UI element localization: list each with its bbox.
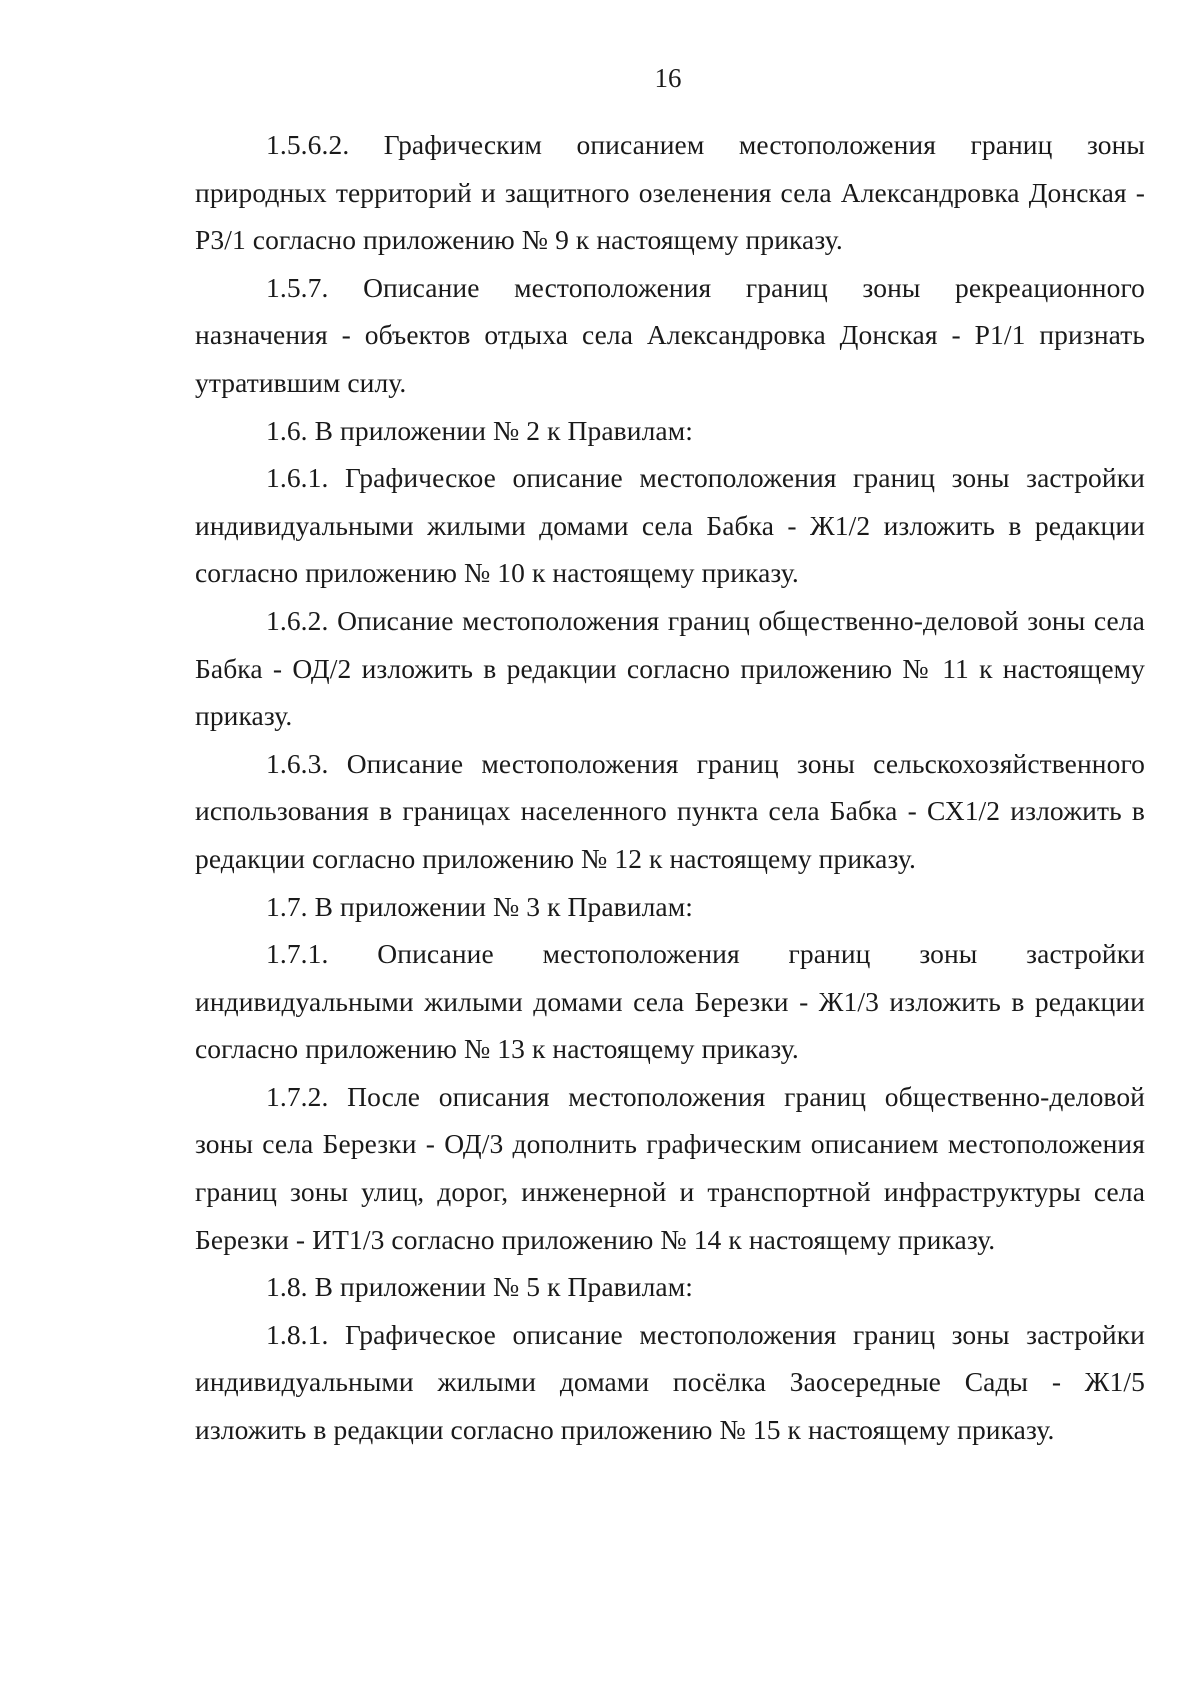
paragraph-1-6-2: 1.6.2. Описание местоположения границ общественно-деловой зоны села Бабка - ОД/2 изложить в редакции согласно приложению № 11 к настоящему приказу. bbox=[195, 604, 1145, 732]
paragraph-1-5-6-2: 1.5.6.2. Графическим описанием местоположения границ зоны природных территорий и защитного озеленения села Александровка Донская - Р3/1 согласно приложению № 9 к настоящему приказу. bbox=[195, 129, 1145, 256]
paragraph-1-7-1: 1.7.1. Описание местоположения границ зоны застройки индивидуальными жилыми домами села Березки - Ж1/3 изложить в редакции согласно приложению № 13 к настоящему приказу. bbox=[195, 938, 1145, 1065]
paragraph-1-8-1: 1.8.1. Графическое описание местоположения границ зоны застройки индивидуальными жилыми домами посёлка Заосередные Сады - Ж1/5 изложить в редакции согласно приложению № 15 к настоящему приказу. bbox=[195, 1318, 1145, 1446]
paragraph-1-8: 1.8. В приложении № 5 к Правилам: bbox=[266, 1271, 693, 1303]
page-number: 16 bbox=[654, 63, 682, 93]
paragraph-1-6-3: 1.6.3. Описание местоположения границ зоны сельскохозяйственного использования в границах населенного пункта села Бабка - СХ1/2 изложить в редакции согласно приложению № 12 к настоящему приказу. bbox=[195, 747, 1145, 874]
paragraph-1-5-7: 1.5.7. Описание местоположения границ зоны рекреационного назначения - объектов отдыха села Александровка Донская - Р1/1 признать утратившим силу. bbox=[195, 271, 1145, 398]
paragraph-1-6: 1.6. В приложении № 2 к Правилам: bbox=[266, 414, 693, 446]
paragraph-1-6-1: 1.6.1. Графическое описание местоположения границ зоны застройки индивидуальными жилыми домами села Бабка - Ж1/2 изложить в редакции согласно приложению № 10 к настоящему приказу. bbox=[195, 462, 1145, 589]
paragraph-1-7-2: 1.7.2. После описания местоположения границ общественно-деловой зоны села Березки - ОД/3 дополнить графическим описанием местоположения границ зоны улиц, дорог, инженерной и транспортной инфраструктуры села Березки - ИТ1/3 согласно приложению № 14 к настоящему приказу. bbox=[195, 1080, 1145, 1255]
paragraph-1-7: 1.7. В приложении № 3 к Правилам: bbox=[266, 890, 693, 922]
document-body bbox=[195, 121, 1145, 1454]
